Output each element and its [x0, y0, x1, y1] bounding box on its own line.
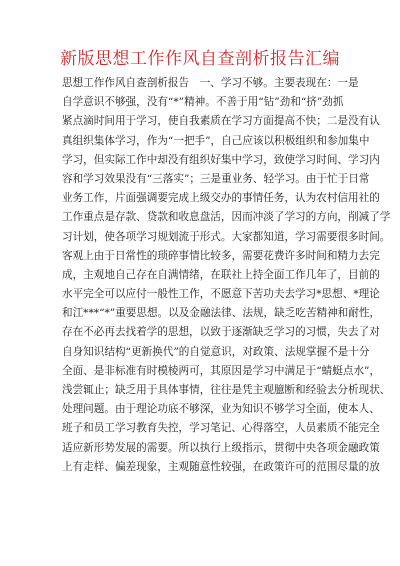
body-line: 处理问题。由于理论功底不够深，业为知识不够学习全面，使本人、 [62, 403, 380, 416]
body-line: 成，主观地自己存在自满情绪，在联社上持全面工作几年了，目前的 [62, 268, 380, 281]
body-line: 业务工作，片面强调要完成上级交办的事情任务，认为农村信用社的 [62, 192, 380, 205]
body-line: 上有走样、偏差现象，主观随意性较强，在政策许可的范围尽量的放 [62, 460, 380, 473]
body-line: 容和学习效果没有“三落实”；三是重业务、轻学习。由于忙于日常 [62, 172, 370, 185]
body-line: 习计划，使各项学习规划流于形式。大家都知道，学习需要很多时间。 [62, 230, 391, 243]
body-line: 真组织集体学习，作为“一把手”，自己应该以积极组织和参加集中 [62, 134, 370, 147]
body-line: 和江***“*”重要思想。以及金融法律、法规，缺乏吃苦精神和耐性， [62, 307, 381, 320]
body-line: 工作重点是存款、贷款和收息盘活，因而冲淡了学习的方向，削减了学 [62, 211, 391, 224]
body-line: 紧点滴时间用于学习，使自我素质在学习方面提高不快；二是没有认 [62, 115, 380, 128]
body-line: 自学意识不够强，没有“*”精神。不善于用“钻”劲和“挤”劲抓 [62, 96, 344, 109]
body-line: 客观上由于日常性的琐碎事情比较多，需要花费许多时间和精力去完 [62, 249, 380, 262]
body-line: 学习，但实际工作中却没有组织好集中学习，致使学习时间、学习内 [62, 153, 380, 166]
document-body [62, 74, 391, 477]
body-line: 存在不必再去找着学的思想，以致于逐渐缺乏学习的习惯，失去了对 [62, 326, 380, 339]
document-title: 新版思想工作作风自查剖析报告汇编 [60, 49, 340, 69]
body-line: 自身知识结构“更新换代”的自觉意识，对政策、法规掌握不是十分 [62, 345, 370, 358]
body-line: 全面、是非标准有时模棱两可，其原因是学习中满足于“蜻蜓点水”， [62, 364, 381, 377]
body-line: 思想工作作风自查剖析报告 一、学习不够。主要表现在：一是 [62, 77, 359, 89]
body-line: 班子和员工学习教育失控，学习笔记、心得落空，人员素质不能完全 [62, 422, 380, 435]
body-line: 适应新形势发展的需要。所以执行上级指示，贯彻中央各项金融政策 [62, 441, 380, 454]
body-line: 水平完全可以应付一般性工作，不愿意下苦功夫去学习*思想、*理论 [62, 288, 380, 301]
body-line: 浅尝辄止；缺乏用于具体事情，往往是凭主观臆断和经验去分析现状、 [62, 384, 391, 396]
